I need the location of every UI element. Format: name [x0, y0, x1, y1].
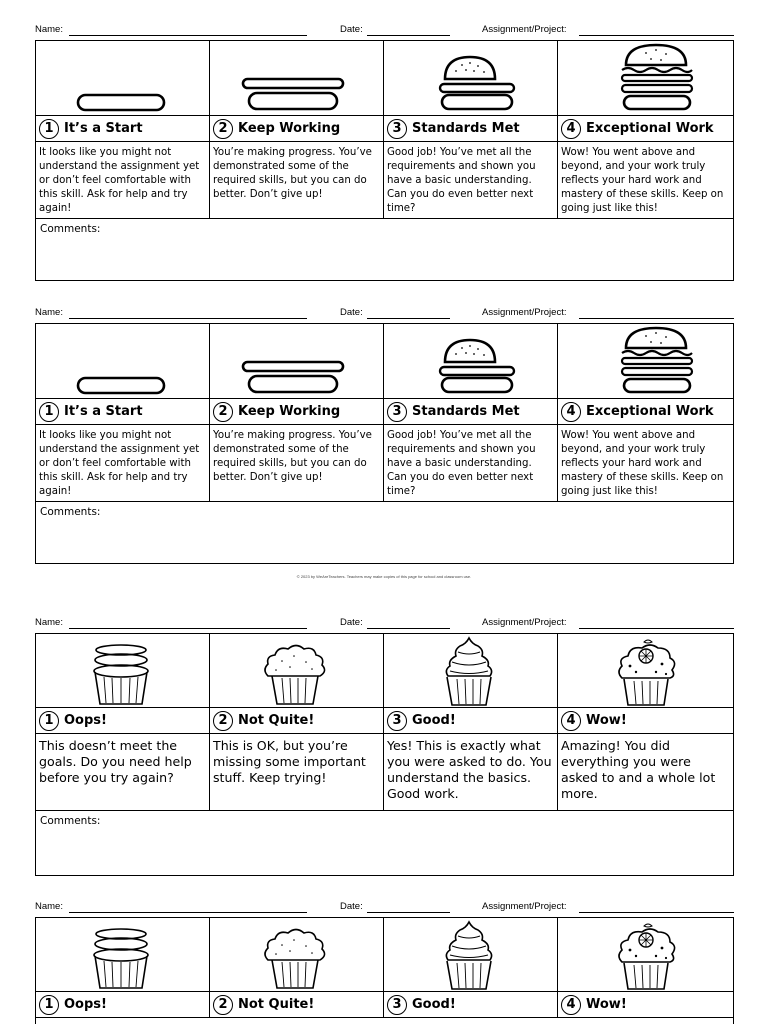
level-3-title: 3 Good!	[384, 992, 558, 1017]
comments-label: Comments:	[40, 815, 101, 827]
date-label: Date:	[340, 901, 363, 912]
name-field[interactable]	[69, 912, 307, 913]
name-label: Name:	[35, 617, 63, 628]
rubric-table	[35, 40, 734, 281]
date-label: Date:	[340, 307, 363, 318]
level-2-title: 2 Not Quite!	[210, 992, 384, 1017]
basic-burger-icon	[384, 324, 558, 398]
card-header	[35, 617, 734, 631]
level-2-title: 2 Keep Working	[210, 399, 384, 424]
name-label: Name:	[35, 307, 63, 318]
level-3-description: Good job! You’ve met all the requirements and shown you have a basic understanding. Can you do even better next time?	[387, 147, 536, 214]
level-3-title: 3 Standards Met	[384, 399, 558, 424]
comments-label: Comments:	[40, 223, 101, 235]
icon-row	[36, 918, 733, 992]
name-field[interactable]	[69, 318, 307, 319]
name-label: Name:	[35, 901, 63, 912]
burger-rubric-card-2	[35, 307, 734, 565]
full-burger-icon	[558, 41, 733, 115]
bun-bottom-icon	[36, 324, 210, 398]
date-label: Date:	[340, 24, 363, 35]
level-1-title: 1 Oops!	[36, 708, 210, 733]
card-header	[35, 24, 734, 38]
rubric-table	[35, 633, 734, 876]
level-1-title: 1 It’s a Start	[36, 116, 210, 141]
assignment-label: Assignment/Project:	[482, 307, 567, 318]
assignment-label: Assignment/Project:	[482, 24, 567, 35]
level-1-description: It looks like you might not understand the assignment yet or don’t feel comfortable with this skill. Ask for help and try again!	[39, 430, 200, 497]
assignment-field[interactable]	[579, 35, 734, 36]
icon-row	[36, 324, 733, 399]
comments-label: Comments:	[40, 506, 101, 518]
card-header	[35, 307, 734, 321]
rubric-table	[35, 323, 734, 564]
full-burger-icon	[558, 324, 733, 398]
basic-burger-icon	[384, 41, 558, 115]
level-2-title: 2 Not Quite!	[210, 708, 384, 733]
level-1-title: 1 Oops!	[36, 992, 210, 1017]
level-1-description: This doesn’t meet the goals. Do you need help before you try again?	[39, 738, 192, 785]
assignment-label: Assignment/Project:	[482, 901, 567, 912]
frosted-cupcake-icon	[384, 918, 558, 991]
level-3-title: 3 Standards Met	[384, 116, 558, 141]
decorated-cupcake-icon	[558, 918, 733, 991]
level-4-description: Wow! You went above and beyond, and your work truly reflects your hard work and mastery of these skills. Keep on going just like this!	[561, 147, 724, 214]
assignment-label: Assignment/Project:	[482, 617, 567, 628]
level-3-description: Good job! You’ve met all the requirements and shown you have a basic understanding. Can you do even better next time?	[387, 430, 536, 497]
level-4-title: 4 Exceptional Work	[558, 116, 733, 141]
level-3-description: Yes! This is exactly what you were asked to do. You understand the basics. Good work.	[387, 738, 552, 801]
frosted-cupcake-icon	[384, 634, 558, 707]
icon-row	[36, 634, 733, 708]
level-4-title: 4 Exceptional Work	[558, 399, 733, 424]
bun-bottom-icon	[36, 41, 210, 115]
assignment-field[interactable]	[579, 318, 734, 319]
level-1-description: It looks like you might not understand the assignment yet or don’t feel comfortable with this skill. Ask for help and try again!	[39, 147, 200, 214]
level-4-title: 4 Wow!	[558, 992, 733, 1017]
date-field[interactable]	[367, 318, 450, 319]
description-row	[36, 142, 733, 219]
cupcake-liners-icon	[36, 918, 210, 991]
bun-stack-icon	[210, 324, 384, 398]
name-field[interactable]	[69, 35, 307, 36]
cupcake-liners-icon	[36, 634, 210, 707]
description-row	[36, 734, 733, 811]
copyright-notice: © 2023 by WeAreTeachers. Teachers may make copies of this page for school and classroom use.	[296, 574, 472, 579]
bun-stack-icon	[210, 41, 384, 115]
level-4-description: Amazing! You did everything you were asked to and a whole lot more.	[561, 738, 716, 801]
decorated-cupcake-icon	[558, 634, 733, 707]
rubric-table	[35, 917, 734, 1024]
date-field[interactable]	[367, 628, 450, 629]
date-field[interactable]	[367, 912, 450, 913]
level-2-title: 2 Keep Working	[210, 116, 384, 141]
burger-rubric-card-1	[35, 24, 734, 282]
plain-muffin-icon	[210, 634, 384, 707]
level-4-title: 4 Wow!	[558, 708, 733, 733]
title-row	[36, 708, 733, 734]
description-row	[36, 425, 733, 502]
assignment-field[interactable]	[579, 912, 734, 913]
cupcake-rubric-card-2	[35, 901, 734, 1024]
level-1-title: 1 It’s a Start	[36, 399, 210, 424]
title-row	[36, 399, 733, 425]
level-2-description: This is OK, but you’re missing some important stuff. Keep trying!	[213, 738, 366, 785]
level-2-description: You’re making progress. You’ve demonstrated some of the required skills, but you can do better. Don’t give up!	[213, 147, 372, 200]
level-3-title: 3 Good!	[384, 708, 558, 733]
plain-muffin-icon	[210, 918, 384, 991]
level-2-description: You’re making progress. You’ve demonstrated some of the required skills, but you can do better. Don’t give up!	[213, 430, 372, 483]
icon-row	[36, 41, 733, 116]
date-label: Date:	[340, 617, 363, 628]
title-row	[36, 992, 733, 1018]
name-field[interactable]	[69, 628, 307, 629]
date-field[interactable]	[367, 35, 450, 36]
name-label: Name:	[35, 24, 63, 35]
comments-box[interactable]	[36, 811, 733, 875]
comments-box[interactable]	[36, 219, 733, 280]
assignment-field[interactable]	[579, 628, 734, 629]
title-row	[36, 116, 733, 142]
level-4-description: Wow! You went above and beyond, and your work truly reflects your hard work and mastery of these skills. Keep on going just like this!	[561, 430, 724, 497]
cupcake-rubric-card-1	[35, 617, 734, 877]
comments-box[interactable]	[36, 502, 733, 563]
card-header	[35, 901, 734, 915]
